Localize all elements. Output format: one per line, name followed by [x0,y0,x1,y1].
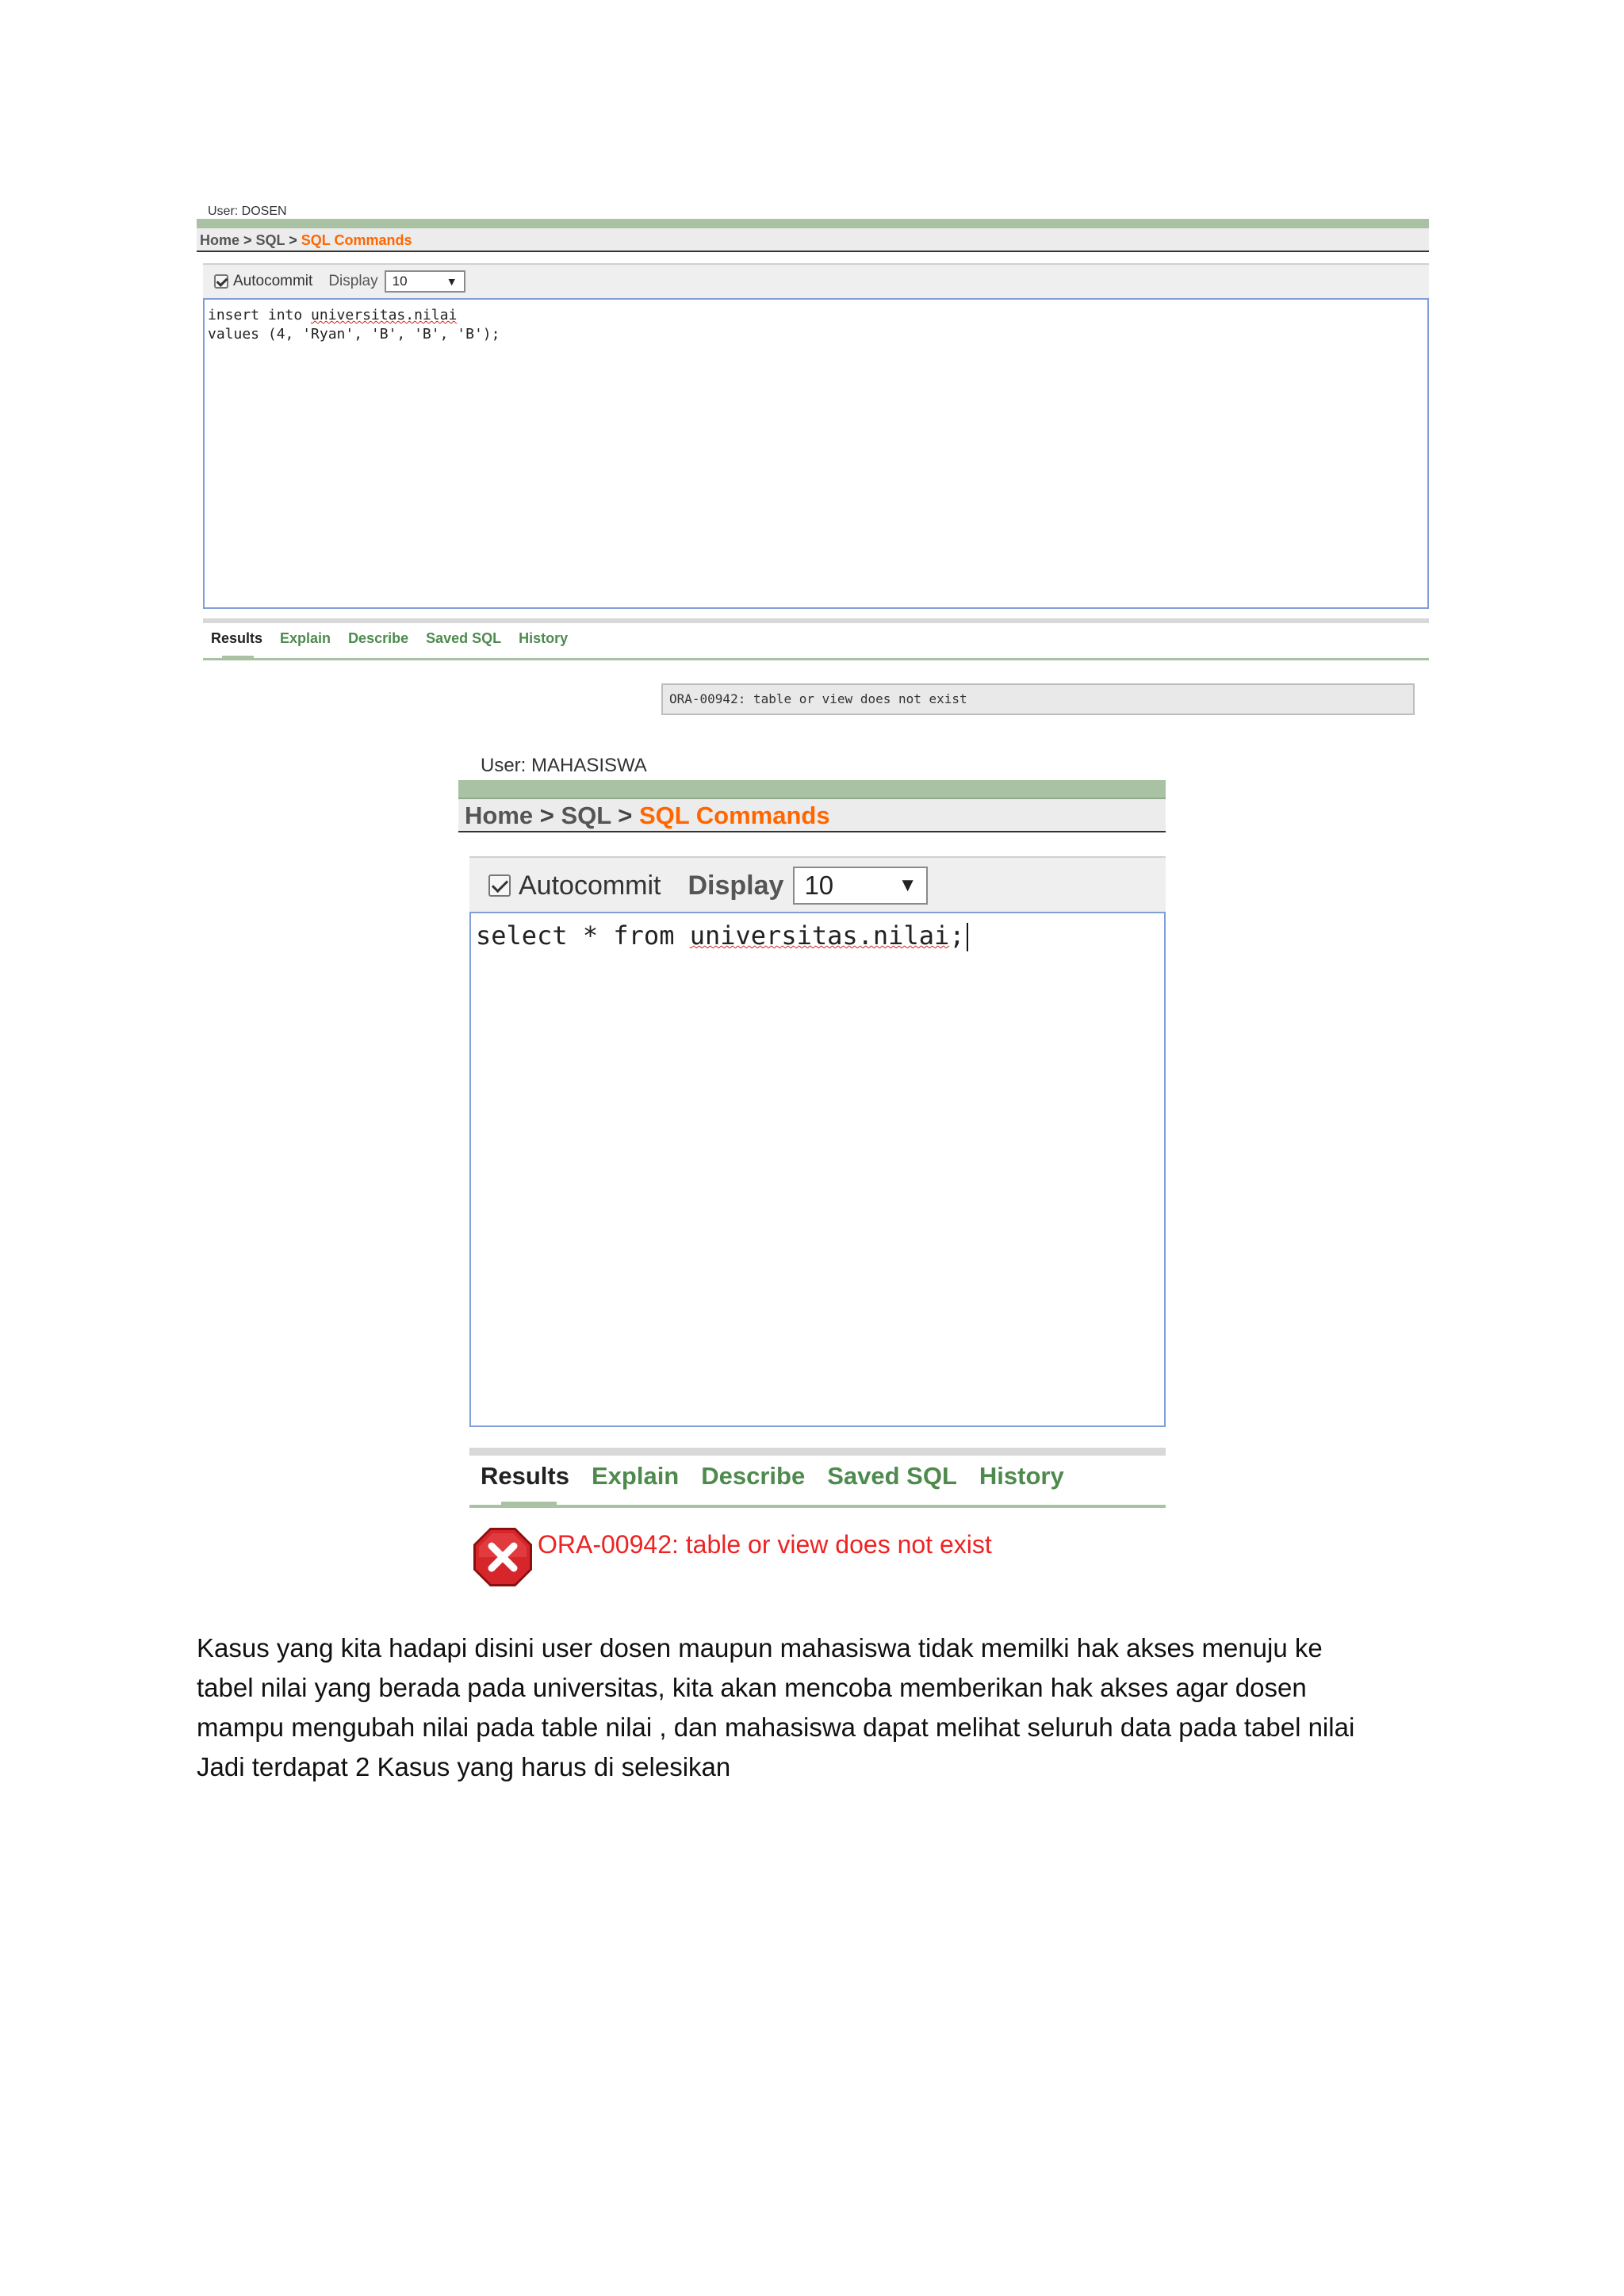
tab-saved-sql[interactable]: Saved SQL [827,1462,957,1490]
error-message: ORA-00942: table or view does not exist [538,1530,992,1559]
dropdown-arrow-icon: ▼ [898,874,917,896]
sql-toolbar [203,263,1429,298]
dropdown-arrow-icon: ▼ [446,275,458,288]
text-cursor [967,923,968,951]
breadcrumb-separator: > [618,802,639,829]
tab-results[interactable]: Results [481,1462,569,1490]
tab-results[interactable]: Results [211,630,263,646]
breadcrumb [458,799,1166,832]
breadcrumb [197,228,1429,252]
editor-suffix-text: ; [949,920,965,951]
breadcrumb-sql[interactable]: SQL [561,802,611,829]
tab-explain[interactable]: Explain [591,1462,680,1490]
user-label: User: MAHASISWA [481,755,647,776]
tab-explain[interactable]: Explain [280,630,331,646]
editor-line-1-object: universitas.nilai [311,307,458,323]
display-select[interactable] [793,867,928,905]
display-select-value: 10 [804,871,834,900]
editor-line-1-keyword: insert into [208,307,312,323]
sql-editor[interactable] [469,912,1166,1427]
autocommit-checkbox[interactable] [214,274,228,289]
sql-commands-screenshot-dosen [197,198,1429,721]
tab-history[interactable]: History [519,630,569,646]
breadcrumb-current: SQL Commands [301,232,412,248]
breadcrumb-home[interactable]: Home [465,802,534,829]
autocommit-label: Autocommit [233,273,313,289]
breadcrumb-home[interactable]: Home [200,232,240,248]
header-bar [458,780,1166,799]
result-tabs [469,1448,1166,1508]
user-label: User: DOSEN [208,205,287,218]
error-row [471,1525,992,1589]
display-label: Display [688,870,784,901]
sql-commands-screenshot-mahasiswa [458,752,1169,1598]
breadcrumb-sql[interactable]: SQL [255,232,285,248]
active-tab-indicator [501,1502,557,1508]
error-stop-icon [471,1525,534,1589]
display-select-value: 10 [392,274,408,289]
breadcrumb-current: SQL Commands [639,802,830,829]
editor-line-2: values (4, 'Ryan', 'B', 'B', 'B'); [208,326,500,342]
display-label: Display [328,273,378,289]
paragraph-line: Kasus yang kita hadapi disini user dosen maupun mahasiswa tidak memilki hak akses menuju ke [197,1633,1323,1663]
body-paragraph [197,1628,1450,1787]
breadcrumb-separator: > [243,232,256,248]
tab-history[interactable]: History [979,1462,1064,1490]
tab-describe[interactable]: Describe [701,1462,806,1490]
breadcrumb-separator: > [289,232,301,248]
result-tabs [203,618,1429,660]
tab-saved-sql[interactable]: Saved SQL [426,630,502,646]
sql-editor[interactable] [203,298,1429,609]
autocommit-label: Autocommit [519,870,661,901]
breadcrumb-separator: > [539,802,561,829]
paragraph-line: Jadi terdapat 2 Kasus yang harus di selesikan [197,1752,731,1781]
active-tab-indicator [222,656,254,660]
error-message: ORA-00942: table or view does not exist [661,683,1415,715]
editor-object-text: universitas.nilai [689,920,950,951]
autocommit-checkbox[interactable] [488,874,511,897]
sql-toolbar [469,856,1166,913]
editor-keyword-text: select * from [476,920,690,951]
paragraph-line: mampu mengubah nilai pada table nilai , dan mahasiswa dapat melihat seluruh data pada tabel nilai [197,1712,1355,1742]
tab-describe[interactable]: Describe [348,630,409,646]
paragraph-line: tabel nilai yang berada pada universitas, kita akan mencoba memberikan hak akses agar dosen [197,1673,1307,1702]
display-select[interactable] [385,270,465,293]
